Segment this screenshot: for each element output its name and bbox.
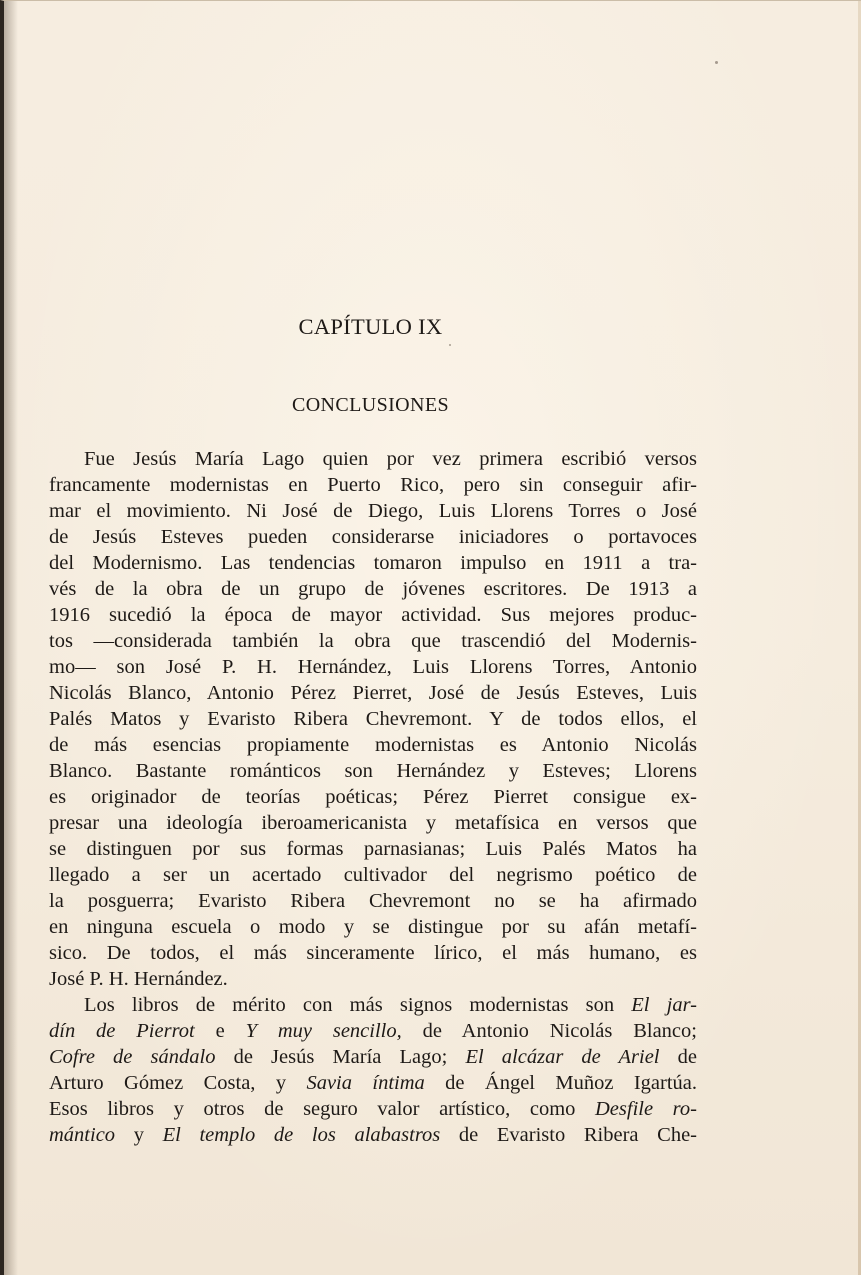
text-line (49, 524, 697, 550)
text-line (49, 680, 697, 706)
text-line (49, 472, 697, 498)
text-run: la posguerra; Evaristo Ribera Chevremont no se ha afirmado (49, 890, 697, 912)
chapter-heading (4, 314, 737, 340)
text-run: de Jesús Esteves pueden considerarse iniciadores o portavoces (49, 526, 697, 548)
text-run: de (659, 1046, 697, 1068)
text-run: Nicolás Blanco, Antonio Pérez Pierret, José de Jesús Esteves, Luis (49, 682, 697, 704)
text-run: tos —considerada también la obra que trascendió del Modernis- (49, 630, 697, 652)
text-line (49, 836, 697, 862)
italic-title: El jar- (631, 994, 697, 1016)
italic-title: El templo de los alabastros (162, 1124, 441, 1146)
text-run: José P. H. Hernández. (49, 968, 228, 990)
page-binding-shadow (4, 1, 18, 1275)
text-line (49, 966, 697, 992)
text-run: Esos libros y otros de seguro valor artístico, como (49, 1098, 595, 1120)
text-line (49, 706, 697, 732)
italic-title: Y muy sencillo, (245, 1020, 402, 1042)
paper-speck (449, 344, 451, 346)
text-line (49, 940, 697, 966)
text-run: de más esencias propiamente modernistas es Antonio Nicolás (49, 734, 697, 756)
text-line (49, 1096, 697, 1122)
text-line (49, 576, 697, 602)
text-run: Palés Matos y Evaristo Ribera Chevremont. Y de todos ellos, el (49, 708, 697, 730)
text-run: Los libros de mérito con más signos modernistas son (84, 994, 632, 1016)
text-line (49, 1044, 697, 1070)
text-line (49, 732, 697, 758)
text-run: del Modernismo. Las tendencias tomaron impulso en 1911 a tra- (49, 552, 697, 574)
text-run: de Evaristo Ribera Che- (440, 1124, 697, 1146)
text-run: llegado a ser un acertado cultivador del negrismo poético de (49, 864, 697, 886)
text-run: de Ángel Muñoz Igartúa. (424, 1072, 697, 1094)
chapter-title-text: CONCLUSIONES (291, 394, 450, 416)
text-run: es originador de teorías poéticas; Pérez Pierret consigue ex- (49, 786, 697, 808)
text-line (49, 1018, 697, 1044)
text-line (49, 992, 697, 1018)
italic-title: dín de Pierrot (49, 1020, 195, 1042)
italic-title: Savia íntima (306, 1072, 425, 1094)
paragraph (49, 446, 697, 992)
text-run: vés de la obra de un grupo de jóvenes escritores. De 1913 a (49, 578, 697, 600)
text-run: presar una ideología iberoamericanista y metafísica en versos que (49, 812, 697, 834)
text-line (49, 498, 697, 524)
chapter-heading-text: CAPÍTULO IX (298, 314, 443, 339)
text-run: Fue Jesús María Lago quien por vez primera escribió versos (84, 448, 697, 470)
text-run: en ninguna escuela o modo y se distingue por su afán metafí- (49, 916, 697, 938)
text-line (49, 862, 697, 888)
text-line (49, 810, 697, 836)
italic-title: mántico (49, 1124, 116, 1146)
text-run: 1916 sucedió la época de mayor actividad. Sus mejores produc- (49, 604, 697, 626)
text-line (49, 758, 697, 784)
text-line (49, 784, 697, 810)
text-run: Blanco. Bastante románticos son Hernández y Esteves; Llorens (49, 760, 697, 782)
text-run: mo— son José P. H. Hernández, Luis Llorens Torres, Antonio (49, 656, 697, 678)
text-line (49, 550, 697, 576)
italic-title: El alcázar de Ariel (465, 1046, 660, 1068)
text-run: sico. De todos, el más sinceramente lírico, el más humano, es (49, 942, 697, 964)
italic-title: Cofre de sándalo (49, 1046, 216, 1068)
text-run: de Jesús María Lago; (215, 1046, 466, 1068)
text-run: Arturo Gómez Costa, y (49, 1072, 307, 1094)
text-run: y (115, 1124, 163, 1146)
text-line (49, 446, 697, 472)
text-line (49, 1070, 697, 1096)
text-run: de Antonio Nicolás Blanco; (401, 1020, 697, 1042)
paragraph (49, 992, 697, 1148)
text-line (49, 628, 697, 654)
text-line (49, 654, 697, 680)
paper-speck (715, 61, 718, 64)
text-line (49, 1122, 697, 1148)
text-run: mar el movimiento. Ni José de Diego, Luis Llorens Torres o José (49, 500, 697, 522)
chapter-title (4, 394, 737, 417)
text-line (49, 914, 697, 940)
text-line (49, 888, 697, 914)
italic-title: Desfile ro- (595, 1098, 697, 1120)
body-text (49, 446, 697, 1148)
text-run: francamente modernistas en Puerto Rico, pero sin conseguir afir- (49, 474, 697, 496)
text-run: se distinguen por sus formas parnasianas; Luis Palés Matos ha (49, 838, 697, 860)
text-line (49, 602, 697, 628)
text-run: e (194, 1020, 246, 1042)
